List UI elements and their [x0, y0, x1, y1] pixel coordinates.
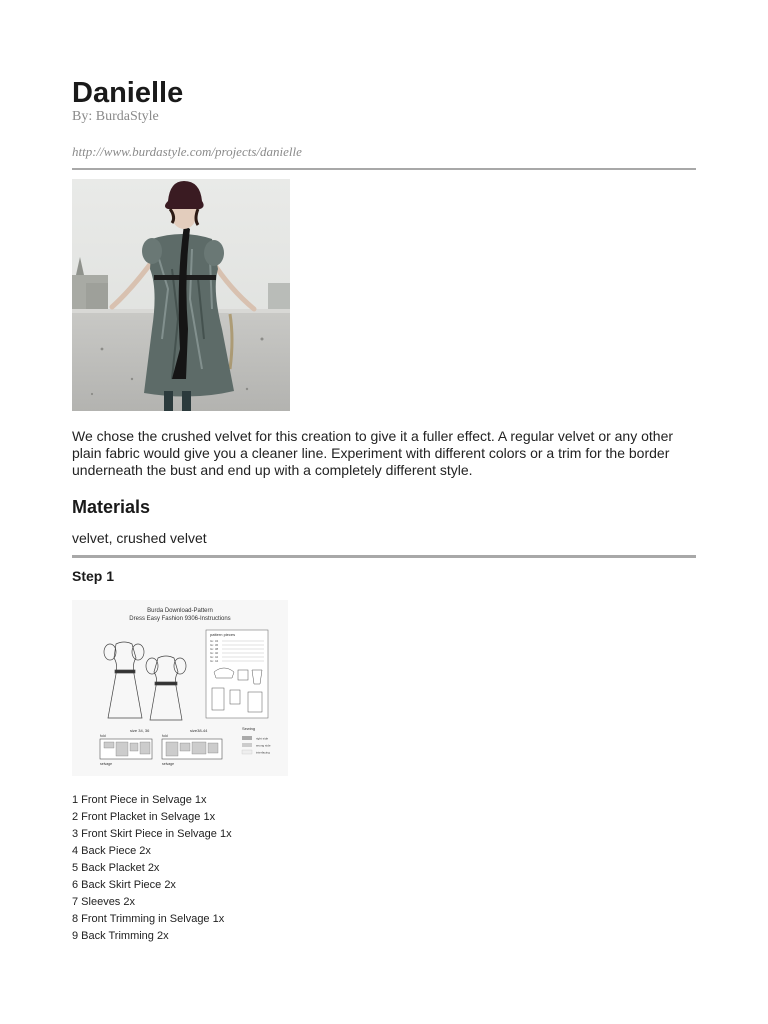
list-item: 4 Back Piece 2x [72, 845, 151, 857]
svg-text:selvage: selvage [100, 762, 113, 766]
list-item: 1 Front Piece in Selvage 1x [72, 794, 207, 806]
svg-text:Gr. 44: Gr. 44 [210, 659, 219, 663]
size-label-a: size 34, 36 [130, 728, 150, 733]
divider [72, 555, 696, 558]
sewing-label: Sewing [242, 726, 256, 731]
author-byline: By: BurdaStyle [72, 109, 159, 124]
svg-text:right side: right side [256, 736, 269, 741]
divider [72, 168, 696, 170]
pattern-pieces-label: pattern pieces [210, 632, 236, 637]
svg-text:Gr. 40: Gr. 40 [210, 651, 219, 655]
project-description: We chose the crushed velvet for this creation to give it a fuller effect. A regular velvet or any other plain fabric would give you a cleaner line. Experiment with different colors or a trim for the border underneath the bust and end up with a completely different style. [72, 428, 674, 478]
svg-text:wrong side: wrong side [256, 743, 271, 748]
svg-text:selvage: selvage [162, 762, 175, 766]
step-heading: Step 1 [72, 568, 115, 584]
list-item: 6 Back Skirt Piece 2x [72, 879, 176, 891]
svg-text:interfacing: interfacing [256, 750, 270, 755]
list-item: 8 Front Trimming in Selvage 1x [72, 913, 225, 925]
svg-text:Gr. 38: Gr. 38 [210, 647, 219, 651]
svg-text:Gr. 42: Gr. 42 [210, 655, 219, 659]
list-item: 2 Front Placket in Selvage 1x [72, 811, 216, 823]
pattern-piece-list [72, 792, 232, 945]
page-title: Danielle [72, 77, 184, 109]
materials-text: velvet, crushed velvet [72, 530, 207, 546]
list-item: 5 Back Placket 2x [72, 862, 160, 874]
size-label-b: size38-44 [190, 728, 208, 733]
pattern-title-2: Dress Easy Fashion 9306-Instructions [129, 616, 231, 622]
project-url[interactable]: http://www.burdastyle.com/projects/danielle [72, 144, 302, 159]
list-item: 3 Front Skirt Piece in Selvage 1x [72, 828, 232, 840]
pattern-diagram [72, 600, 288, 776]
svg-text:Gr. 36: Gr. 36 [210, 643, 219, 647]
list-item: 9 Back Trimming 2x [72, 930, 169, 942]
project-photo [72, 179, 290, 411]
svg-text:fold: fold [162, 734, 168, 738]
svg-text:Gr. 34: Gr. 34 [210, 639, 219, 643]
svg-text:fold: fold [100, 734, 106, 738]
list-item: 7 Sleeves 2x [72, 896, 135, 908]
pattern-title-1: Burda Download-Pattern [147, 608, 213, 614]
materials-heading: Materials [72, 497, 151, 517]
